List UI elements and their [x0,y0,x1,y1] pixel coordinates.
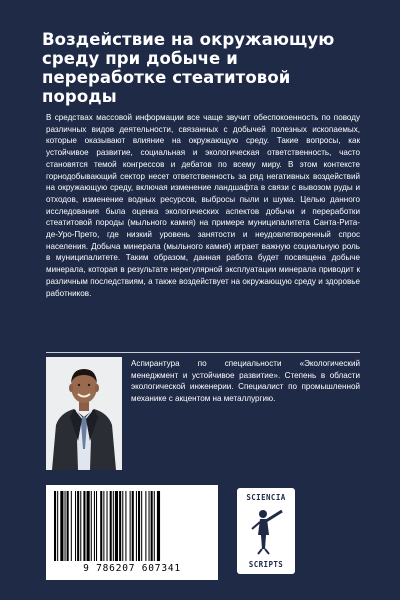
section-divider [46,352,360,353]
author-portrait-icon [46,357,122,470]
isbn-digits: 9 786207 607341 [83,563,181,574]
author-photo [46,357,122,470]
author-bio: Аспирантура по специальности «Экологический менеджмент и устойчивое развитие». Степень в области экологической инженерии. Специалист по промышленной механике с акцентом на металлургию. [131,359,360,404]
publisher-logo-bottom-text: SCRIPTS [248,560,284,569]
book-title: Воздействие на окружающую среду при добыче и переработке стеатитовой породы [42,30,335,106]
publisher-logo [237,488,295,574]
isbn-barcode [46,485,218,580]
book-description: В средствах массовой информации все чаще звучит обеспокоенность по поводу различных видов деятельности, связанных с добычей полезных ископаемых, которые оказывают влияние на окружающую среду. Такие вопросы, как устойчивое развитие, социальная и экологическая ответственность, часто становятся темой конгрессов и дебатов по всему миру. В этом контексте горнодобывающий сектор несет ответственность за ряд негативных воздействий на окружающую среду, включая изменение ландшафта в связи с вывозом руды и отходов, изменение водных ресурсов, выбросы пыли и шума. Целью данного исследования была оценка экологических аспектов добычи и переработки стеатитовой породы (мыльного камня) на примере муниципалитета Санта-Рита-де-Уро-Прето, где низкий уровень занятости и неудовлетворенный спрос населения. Добыча минерала (мыльного камня) играет важную социальную роль в муниципалитете. Таким образом, данная работа будет посвящена добыче минерала, которая в результате нерегулярной эксплуатации минерала приводит к различным последствиям, а также воздействует на окружающую среду и здоровье работников. [46,113,360,298]
scientist-figure-icon [246,505,286,555]
publisher-logo-top-text: SCIENCIA [246,493,286,502]
barcode-icon [54,491,210,561]
